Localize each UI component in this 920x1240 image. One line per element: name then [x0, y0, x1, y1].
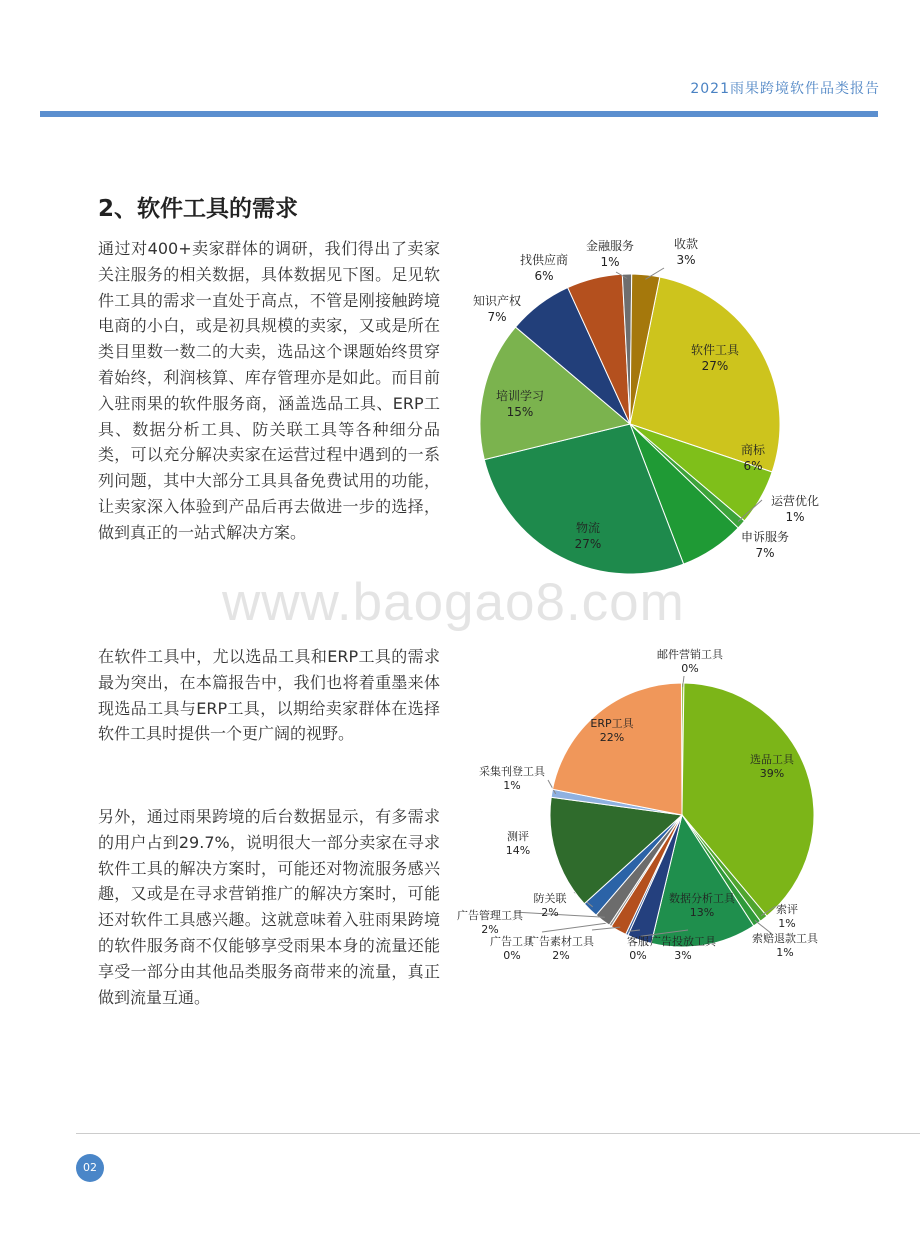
pie-slice-value: 27% — [701, 359, 729, 373]
page-number-badge: 02 — [76, 1154, 104, 1182]
pie-slice-value: 6% — [534, 269, 554, 283]
pie-slice-value: 0% — [629, 949, 647, 962]
pie-slice-label: 培训学习 — [495, 389, 545, 403]
watermark-text: www.baogao8.com — [222, 573, 685, 632]
pie-slice-value: 0% — [503, 949, 521, 962]
pie-slice-label: 金融服务 — [585, 239, 635, 253]
pie-slice-label: 选品工具 — [750, 753, 794, 766]
pie-slice-label: 广告素材工具 — [528, 935, 594, 948]
pie-slice-label: 运营优化 — [770, 494, 820, 508]
pie-leader-line — [542, 922, 612, 932]
pie-slice-value: 2% — [541, 906, 559, 919]
pie-slice-label: 采集刊登工具 — [479, 765, 545, 778]
pie-slice-label: 广告投放工具 — [650, 935, 716, 948]
pie-slice-label: 防关联 — [533, 892, 567, 905]
pie-slice-label: 知识产权 — [472, 294, 522, 308]
pie-slice-label: 物流 — [575, 521, 601, 535]
pie-slice-value: 3% — [676, 253, 696, 267]
pie-slice-value: 7% — [755, 546, 775, 560]
pie-slice-label: 广告管理工具 — [457, 909, 523, 922]
pie-slice-label: 测评 — [507, 830, 529, 843]
pie-slice-label: 邮件营销工具 — [657, 648, 723, 661]
pie-slice-value: 1% — [776, 946, 794, 959]
body-paragraph: 在软件工具中，尤以选品工具和ERP工具的需求最为突出，在本篇报告中，我们也将着重墨来体现选品工具与ERP工具，以期给卖家群体在选择软件工具时提供一个更广阔的视野。 — [98, 647, 440, 744]
pie-slice-value: 15% — [506, 405, 534, 419]
pie-slice-value: 14% — [505, 844, 531, 857]
service-demand-pie-chart — [450, 228, 920, 588]
pie-slice-label: 收款 — [673, 237, 699, 251]
pie-slice-label: ERP工具 — [590, 717, 634, 730]
pie-slice-label: 申诉服务 — [740, 530, 790, 544]
pie-slice-value: 27% — [574, 537, 602, 551]
pie-slice-label: 客服 — [627, 935, 649, 948]
pie-slice-value: 39% — [759, 767, 785, 780]
section-title: 2、软件工具的需求 — [98, 196, 299, 222]
pie-slice-value: 2% — [481, 923, 499, 936]
pie-slice-value: 22% — [599, 731, 625, 744]
pie-slice-label: 软件工具 — [690, 343, 740, 357]
software-tool-pie-chart — [450, 640, 920, 970]
pie-slice-label: 索赔退款工具 — [752, 932, 818, 945]
body-paragraph: 通过对400+卖家群体的调研，我们得出了卖家关注服务的相关数据，具体数据见下图。足见软件工具的需求一直处于高点，不管是刚接触跨境电商的小白，或是初具规模的卖家，又或是所在类目里数一数二的大卖，选品这个课题始终贯穿着始终，利润核算、库存管理亦是如此。而目前入驻雨果的软件服务商，涵盖选品工具、ERP工具、数据分析工具、防关联工具等各种细分品类，可以充分解决卖家在运营过程中遇到的一系列问题，其中大部分工具具备免费试用的功能，让卖家深入体验到产品后再去做进一步的选择，做到真正的一站式解决方案。 — [98, 239, 440, 542]
pie-slice-label: 找供应商 — [519, 253, 569, 267]
pie-slice-label: 广告工具 — [490, 935, 534, 948]
pie-slice-label: 索评 — [776, 903, 798, 916]
header-rule — [40, 111, 878, 117]
pie-slice-value: 1% — [600, 255, 620, 269]
pie-slice-value: 7% — [487, 310, 507, 324]
pie-slice-value: 6% — [743, 459, 763, 473]
pie-slice-value: 0% — [681, 662, 699, 675]
footer-rule — [76, 1133, 920, 1134]
pie-slice-value: 1% — [785, 510, 805, 524]
pie-slice-value: 1% — [503, 779, 521, 792]
pie-slice-value: 13% — [689, 906, 715, 919]
pie-leader-line — [514, 912, 605, 917]
pie-slice-value: 1% — [778, 917, 796, 930]
body-paragraph: 另外，通过雨果跨境的后台数据显示，有多需求的用户占到29.7%，说明很大一部分卖家在寻求软件工具的解决方案时，可能还对物流服务感兴趣，又或是在寻求营销推广的解决方案时，可能还对软件工具感兴趣。这就意味着入驻雨果跨境的软件服务商不仅能够享受雨果本身的流量还能享受一部分由其他品类服务商带来的流量，真正做到流量互通。 — [98, 807, 440, 1007]
pie-slice-label: 数据分析工具 — [669, 892, 735, 905]
pie-slice-value: 2% — [552, 949, 570, 962]
pie-slice-value: 3% — [674, 949, 692, 962]
report-header-title: 2021雨果跨境软件品类报告 — [690, 81, 880, 97]
pie-slice-label: 商标 — [740, 443, 766, 457]
